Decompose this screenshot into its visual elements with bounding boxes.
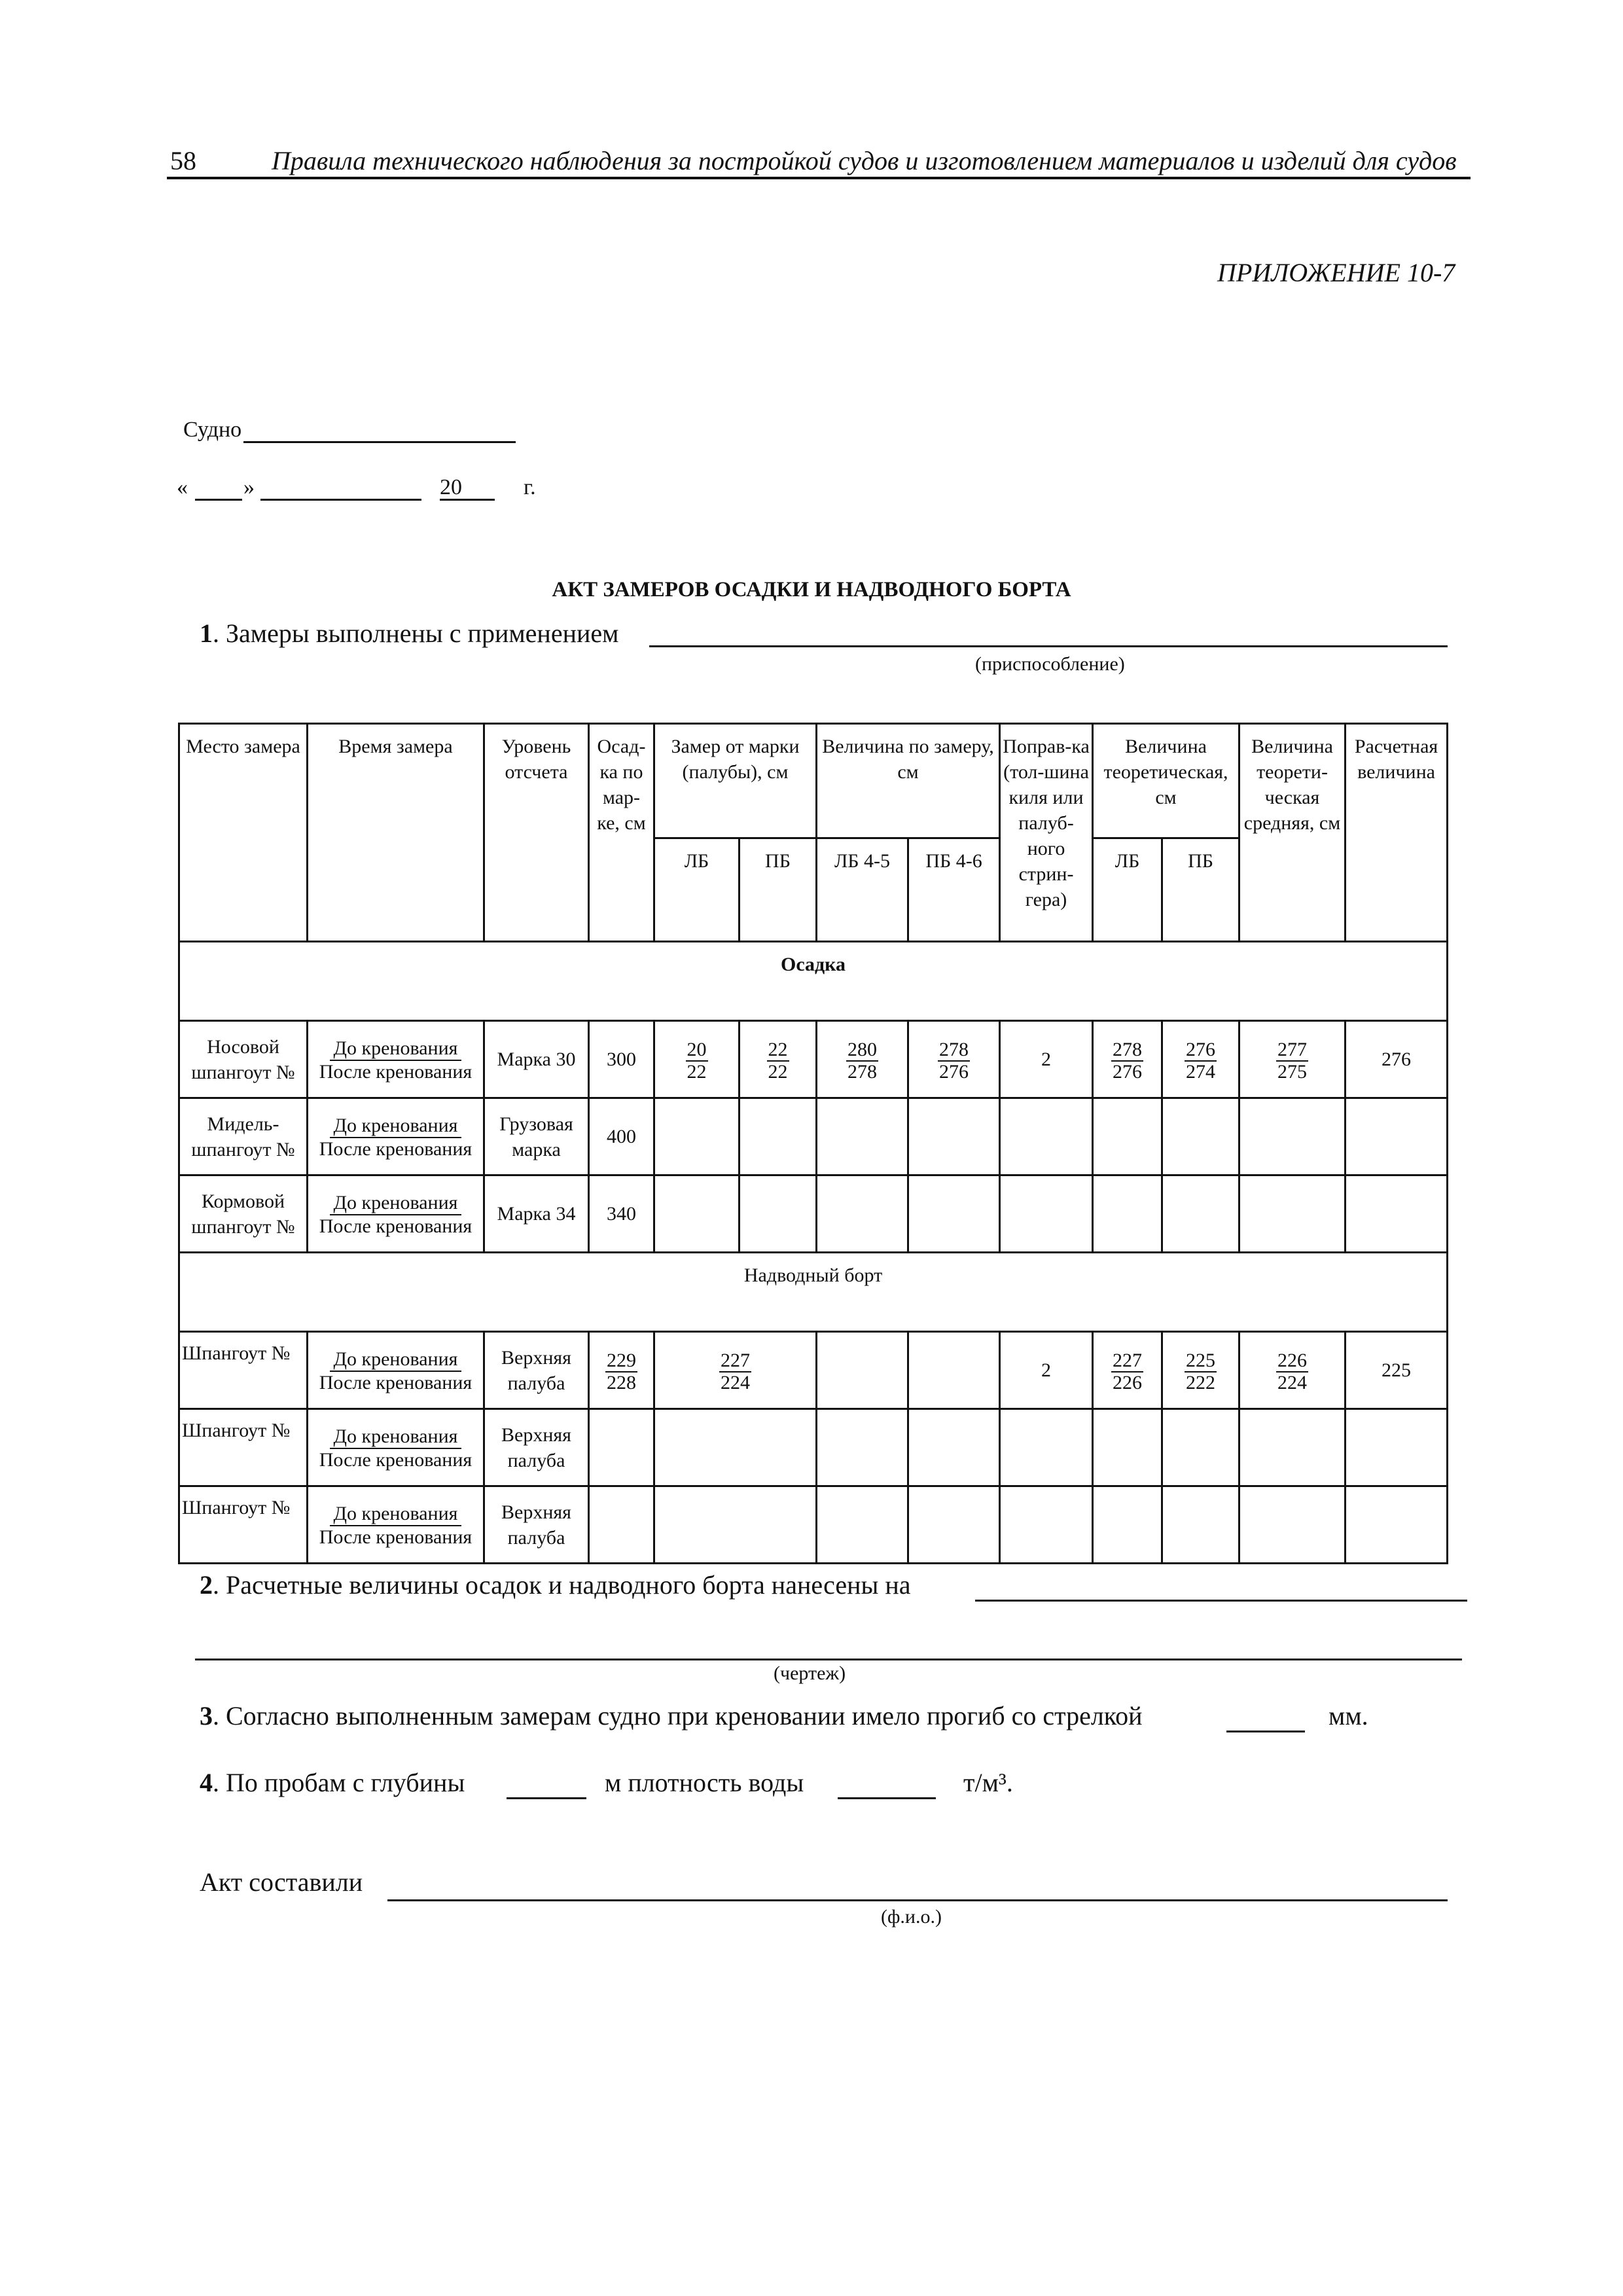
- level-cell: Марка 34: [484, 1175, 589, 1253]
- calc-cell: 225: [1346, 1332, 1448, 1409]
- col-level: Уровень отсчета: [484, 724, 589, 942]
- section-freeboard: Надводный борт: [179, 1253, 1448, 1332]
- col-measured-value: Величина по замеру, см: [817, 724, 1000, 838]
- sub-pb46: ПБ 4-6: [908, 838, 1000, 942]
- col-time: Время замера: [308, 724, 484, 942]
- calc-cell: 276: [1346, 1021, 1448, 1098]
- place-cell: Шпангоут №: [179, 1486, 308, 1564]
- drawing-field-b[interactable]: [195, 1636, 1462, 1660]
- ship-label: Судно: [183, 418, 242, 442]
- level-cell: Верхняя палуба: [484, 1332, 589, 1409]
- header-rule: [167, 177, 1471, 179]
- mark-cell: $\frac{227}{224}$: [654, 1332, 817, 1409]
- depth-field[interactable]: [507, 1775, 586, 1799]
- draft-cell: 300: [589, 1021, 654, 1098]
- draft-cell: $\frac{229}{228}$: [589, 1332, 654, 1409]
- col-place: Место замера: [179, 724, 308, 942]
- draft-cell: 340: [589, 1175, 654, 1253]
- place-cell: Кормовой шпангоут №: [179, 1175, 308, 1253]
- date-year-suffix: г.: [524, 475, 536, 499]
- level-cell: Марка 30: [484, 1021, 589, 1098]
- instrument-caption: (приспособление): [975, 653, 1125, 675]
- ship-field[interactable]: [243, 419, 516, 443]
- level-cell: Верхняя палуба: [484, 1486, 589, 1564]
- th-pb-cell: $\frac{276}{274}$: [1162, 1021, 1240, 1098]
- col-draft-mark: Осад-ка по мар-ке, см: [589, 724, 654, 942]
- corr-cell: 2: [1000, 1021, 1093, 1098]
- sub-th-lb: ЛБ: [1093, 838, 1162, 942]
- date-day-field[interactable]: [195, 476, 242, 501]
- time-cell: До кренования После кренования: [308, 1486, 484, 1564]
- deflection-field[interactable]: [1226, 1708, 1305, 1732]
- mark-lb-cell: $\frac{20}{22}$: [654, 1021, 740, 1098]
- col-theoretical: Величина теоретическая, см: [1093, 724, 1240, 838]
- density-unit: т/м³.: [963, 1768, 1013, 1797]
- th-lb-cell: $\frac{278}{276}$: [1093, 1021, 1162, 1098]
- date-month-field[interactable]: [260, 476, 421, 501]
- time-cell: До кренования После кренования: [308, 1175, 484, 1253]
- col-calculated: Расчетная величина: [1346, 724, 1448, 942]
- item-1: 1. Замеры выполнены с применением: [200, 619, 619, 648]
- act-title: АКТ ЗАМЕРОВ ОСАДКИ И НАДВОДНОГО БОРТА: [552, 578, 1071, 601]
- appendix-label: ПРИЛОЖЕНИЕ 10-7: [1217, 258, 1455, 287]
- table-row: [179, 1175, 1448, 1253]
- table-row: [179, 1021, 1448, 1098]
- time-cell: До кренования После кренования: [308, 1332, 484, 1409]
- drawing-field-a[interactable]: [975, 1577, 1467, 1602]
- date-year-prefix: 20: [440, 475, 462, 499]
- table-row: [179, 1332, 1448, 1409]
- signature-caption: (ф.и.о.): [881, 1906, 942, 1928]
- level-cell: Грузовая марка: [484, 1098, 589, 1175]
- th-mean-cell: $\frac{277}{275}$: [1240, 1021, 1346, 1098]
- time-cell: До кренования После кренования: [308, 1098, 484, 1175]
- signature-label: Акт составили: [200, 1867, 363, 1897]
- th-pb-cell: $\frac{225}{222}$: [1162, 1332, 1240, 1409]
- draft-cell: 400: [589, 1098, 654, 1175]
- item-4: 4. По пробам с глубины: [200, 1768, 465, 1797]
- running-title: Правила технического наблюдения за постройкой судов и изготовлением материалов и изделий для судов: [272, 146, 1457, 175]
- instrument-field[interactable]: [649, 623, 1448, 647]
- val-lb-cell: $\frac{280}{278}$: [817, 1021, 908, 1098]
- col-mark-measure: Замер от марки (палубы), см: [654, 724, 817, 838]
- item-2: 2. Расчетные величины осадок и надводного борта нанесены на: [200, 1570, 911, 1600]
- time-cell: До кренования После кренования: [308, 1409, 484, 1486]
- date-year-field[interactable]: [440, 476, 495, 501]
- sub-lb: ЛБ: [654, 838, 740, 942]
- date-close-quote: »: [243, 475, 255, 499]
- corr-cell: 2: [1000, 1332, 1093, 1409]
- place-cell: Шпангоут №: [179, 1409, 308, 1486]
- density-field[interactable]: [838, 1775, 936, 1799]
- sub-lb45: ЛБ 4-5: [817, 838, 908, 942]
- place-cell: Носовой шпангоут №: [179, 1021, 308, 1098]
- deflection-unit: мм.: [1329, 1701, 1368, 1731]
- sub-th-pb: ПБ: [1162, 838, 1240, 942]
- place-cell: Мидель-шпангоут №: [179, 1098, 308, 1175]
- measurements-table: [178, 723, 1448, 1564]
- date-open-quote: «: [177, 475, 188, 499]
- col-correction: Поправ-ка (тол-шина киля или палуб-ного стрин-гера): [1000, 724, 1093, 942]
- sub-pb: ПБ: [740, 838, 817, 942]
- level-cell: Верхняя палуба: [484, 1409, 589, 1486]
- page-number: 58: [170, 146, 196, 175]
- th-mean-cell: $\frac{226}{224}$: [1240, 1332, 1346, 1409]
- table-row: [179, 1409, 1448, 1486]
- table-row: [179, 1098, 1448, 1175]
- time-cell: До кренования После кренования: [308, 1021, 484, 1098]
- place-cell: Шпангоут №: [179, 1332, 308, 1409]
- val-pb-cell: $\frac{278}{276}$: [908, 1021, 1000, 1098]
- section-draft: Осадка: [179, 942, 1448, 1021]
- col-theoretical-mean: Величина теорети-ческая средняя, см: [1240, 724, 1346, 942]
- mark-pb-cell: $\frac{22}{22}$: [740, 1021, 817, 1098]
- density-label: м плотность воды: [605, 1768, 804, 1797]
- table-row: [179, 1486, 1448, 1564]
- signature-field[interactable]: [387, 1877, 1448, 1901]
- th-lb-cell: $\frac{227}{226}$: [1093, 1332, 1162, 1409]
- item-3: 3. Согласно выполненным замерам судно при креновании имело прогиб со стрелкой: [200, 1701, 1143, 1731]
- drawing-caption: (чертеж): [774, 1662, 846, 1684]
